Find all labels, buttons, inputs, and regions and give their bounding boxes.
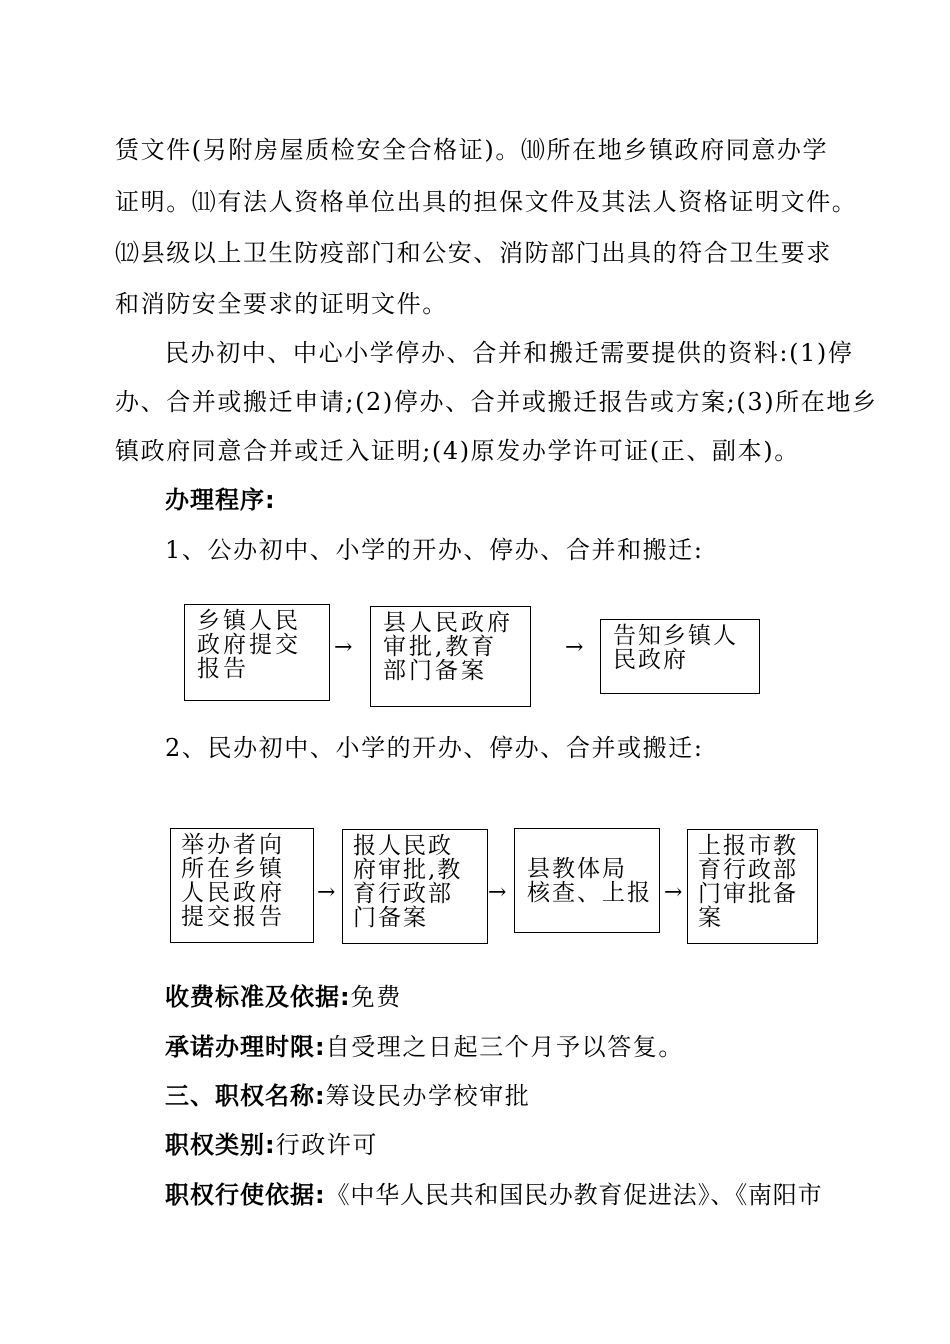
time-limit-line [165, 1032, 684, 1062]
box-text: 上报市教 [698, 833, 798, 859]
flow1-step-1 [184, 604, 330, 701]
procedure-heading: 办理程序: [165, 486, 276, 514]
time-limit-label: 承诺办理时限: [165, 1033, 326, 1061]
box-text: 报告 [197, 656, 249, 682]
box-text: 部门备案 [383, 658, 487, 684]
flow2-step-4 [687, 829, 818, 944]
time-limit-value: 自受理之日起三个月予以答复。 [325, 1033, 685, 1061]
text-line: ⑿县级以上卫生防疫部门和公安、消防部门出具的符合卫生要求 [115, 239, 832, 267]
category-label: 职权类别: [165, 1131, 276, 1159]
box-text: 案 [698, 905, 723, 931]
fees-line [165, 982, 402, 1012]
box-text: 举办者向 [181, 832, 285, 858]
text-line: 办、合并或搬迁申请;(2)停办、合并或搬迁报告或方案;(3)所在地乡 [115, 388, 878, 416]
arrow-icon: → [334, 635, 353, 660]
flow2-step-1 [170, 828, 314, 943]
box-text: 报人民政 [353, 833, 453, 859]
box-text: 县人民政府 [383, 610, 513, 636]
box-text: 提交报告 [181, 904, 285, 930]
flow1-step-3 [600, 619, 760, 694]
box-text: 门备案 [353, 905, 428, 931]
category-line [165, 1130, 378, 1160]
category-value: 行政许可 [275, 1131, 379, 1159]
box-text: 育行政部 [698, 857, 798, 883]
arrow-icon: → [565, 635, 584, 660]
text-line: 民办初中、中心小学停办、合并和搬迁需要提供的资料:(1)停 [165, 339, 854, 367]
flow1-step-2 [370, 606, 531, 707]
arrow-icon: → [488, 880, 507, 905]
basis-label: 职权行使依据: [165, 1181, 326, 1209]
box-text: 政府提交 [197, 632, 301, 658]
section3-label: 三、职权名称: [165, 1082, 326, 1110]
arrow-icon: → [317, 880, 336, 905]
box-text: 府审批,教 [353, 857, 463, 883]
box-text: 育行政部 [353, 881, 453, 907]
box-text: 告知乡镇人 [613, 623, 738, 649]
arrow-icon: → [664, 880, 683, 905]
text-line: 赁文件(另附房屋质检安全合格证)。⑽所在地乡镇政府同意办学 [115, 136, 829, 164]
box-text: 民政府 [613, 647, 688, 673]
box-text: 门审批备 [698, 881, 798, 907]
section3-value: 筹设民办学校审批 [325, 1082, 531, 1110]
box-text: 人民政府 [181, 880, 285, 906]
flow2-title: 2、民办初中、小学的开办、停办、合并或搬迁: [165, 734, 704, 762]
basis-line [165, 1180, 822, 1210]
box-text: 核查、上报 [527, 880, 652, 906]
flow2-step-3 [514, 828, 660, 933]
box-text: 审批,教育 [383, 634, 498, 660]
text-line: 证明。⑾有法人资格单位出具的担保文件及其法人资格证明文件。 [115, 188, 858, 216]
section3-line [165, 1081, 530, 1111]
flow1-title: 1、公办初中、小学的开办、停办、合并和搬迁: [165, 536, 704, 564]
text-line: 和消防安全要求的证明文件。 [115, 290, 448, 318]
fees-value: 免费 [350, 983, 402, 1011]
box-text: 县教体局 [527, 856, 627, 882]
flow2-step-2 [342, 829, 488, 944]
text-line: 镇政府同意合并或迁入证明;(4)原发办学许可证(正、副本)。 [115, 437, 800, 465]
box-text: 乡镇人民 [197, 608, 301, 634]
fees-label: 收费标准及依据: [165, 983, 351, 1011]
box-text: 所在乡镇 [181, 856, 285, 882]
basis-value: 《中华人民共和国民办教育促进法》、《南阳市 [325, 1181, 823, 1209]
